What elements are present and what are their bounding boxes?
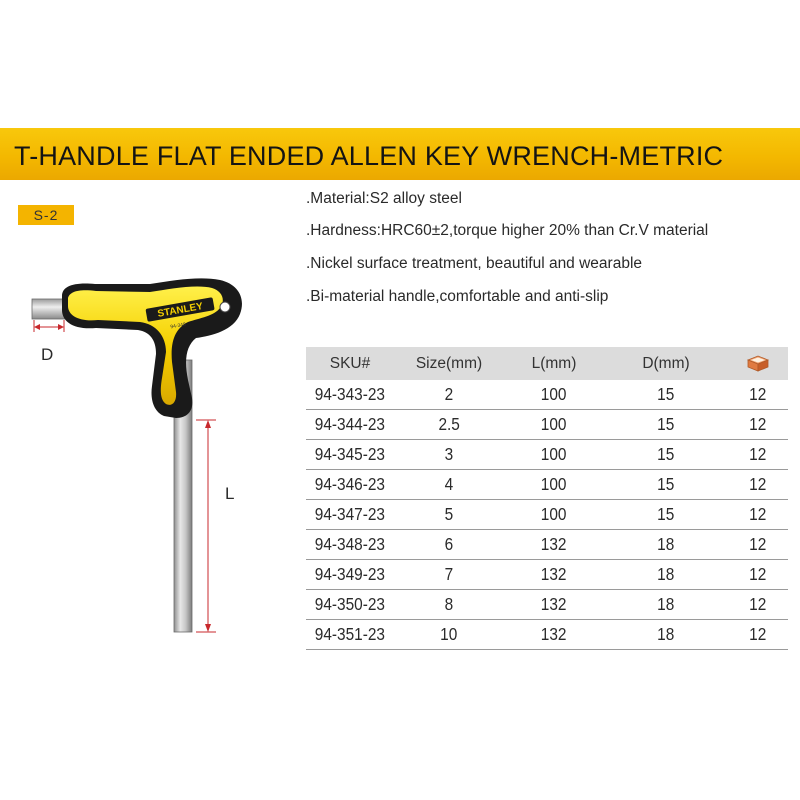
cell-qty-text: 12 bbox=[749, 624, 767, 644]
cell-l-text: 100 bbox=[541, 384, 567, 404]
page-title: T-HANDLE FLAT ENDED ALLEN KEY WRENCH-METRIC bbox=[14, 141, 724, 171]
header-sku: SKU# bbox=[306, 347, 394, 380]
cell-sku-text: 94-345-23 bbox=[314, 444, 386, 464]
table-row bbox=[306, 620, 788, 650]
cell-l-text: 132 bbox=[541, 624, 567, 644]
cell-size bbox=[394, 530, 504, 560]
cell-d bbox=[604, 470, 728, 500]
l-arrow-bottom bbox=[205, 624, 211, 632]
cell-sku bbox=[306, 500, 394, 530]
cell-d bbox=[604, 410, 728, 440]
cell-l-text: 100 bbox=[541, 474, 567, 494]
cell-l-text: 100 bbox=[541, 444, 567, 464]
feature-surface: .Nickel surface treatment, beautiful and wearable bbox=[306, 255, 643, 272]
short-tip bbox=[32, 299, 66, 319]
table-row bbox=[306, 590, 788, 620]
d-arrow-right bbox=[58, 324, 64, 330]
model-mark: 94-348 bbox=[169, 321, 187, 331]
cell-l bbox=[504, 470, 604, 500]
cell-sku-text: 94-348-23 bbox=[314, 534, 386, 554]
table-row bbox=[306, 500, 788, 530]
cell-qty bbox=[728, 560, 788, 590]
cell-d-text: 18 bbox=[657, 624, 675, 644]
cell-l-text: 100 bbox=[541, 504, 567, 524]
cell-d-text: 15 bbox=[657, 474, 675, 494]
cell-size bbox=[394, 560, 504, 590]
cell-size-text: 4 bbox=[444, 474, 454, 494]
feature-hardness: .Hardness:HRC60±2,torque higher 20% than Cr.V material bbox=[306, 222, 709, 239]
allen-key-illustration bbox=[0, 0, 300, 660]
cell-l bbox=[504, 590, 604, 620]
cell-size bbox=[394, 440, 504, 470]
cell-qty-text: 12 bbox=[749, 594, 767, 614]
cell-d-text: 15 bbox=[657, 444, 675, 464]
cell-sku-text: 94-344-23 bbox=[314, 414, 386, 434]
header-l: L(mm) bbox=[504, 347, 604, 380]
spec-badge: S-2 bbox=[18, 205, 74, 225]
table-row bbox=[306, 560, 788, 590]
cell-d-text: 18 bbox=[657, 594, 675, 614]
dimension-l-label: L bbox=[225, 484, 235, 503]
cell-sku-text: 94-349-23 bbox=[314, 564, 386, 584]
cell-size-text: 2 bbox=[444, 384, 454, 404]
cell-qty-text: 12 bbox=[749, 504, 767, 524]
cell-d-text: 15 bbox=[657, 414, 675, 434]
cell-qty-text: 12 bbox=[749, 564, 767, 584]
cell-size bbox=[394, 590, 504, 620]
cell-size-text: 3 bbox=[444, 444, 454, 464]
l-arrow-top bbox=[205, 420, 211, 428]
cell-d-text: 18 bbox=[657, 564, 675, 584]
cell-sku bbox=[306, 530, 394, 560]
cell-l bbox=[504, 620, 604, 650]
cell-l-text: 132 bbox=[541, 564, 567, 584]
cell-qty bbox=[728, 410, 788, 440]
cell-size-text: 10 bbox=[440, 624, 458, 644]
table-header-row bbox=[306, 347, 788, 380]
cell-qty bbox=[728, 470, 788, 500]
cell-d bbox=[604, 530, 728, 560]
cell-d bbox=[604, 590, 728, 620]
cell-qty bbox=[728, 440, 788, 470]
cell-l bbox=[504, 380, 604, 410]
cell-sku bbox=[306, 440, 394, 470]
cell-sku bbox=[306, 590, 394, 620]
cell-qty-text: 12 bbox=[749, 444, 767, 464]
cell-d bbox=[604, 380, 728, 410]
cell-sku bbox=[306, 470, 394, 500]
dimension-d-label: D bbox=[41, 345, 54, 364]
header-qty bbox=[728, 347, 788, 380]
cell-qty bbox=[728, 380, 788, 410]
table-row bbox=[306, 530, 788, 560]
cell-l bbox=[504, 560, 604, 590]
cell-d bbox=[604, 620, 728, 650]
cell-qty-text: 12 bbox=[749, 414, 767, 434]
cell-qty-text: 12 bbox=[749, 384, 767, 404]
hanging-hole bbox=[220, 302, 230, 312]
cell-l-text: 132 bbox=[541, 534, 567, 554]
d-arrow-left bbox=[34, 324, 40, 330]
spec-table bbox=[306, 347, 788, 650]
cell-sku bbox=[306, 380, 394, 410]
cell-l bbox=[504, 530, 604, 560]
cell-l-text: 100 bbox=[541, 414, 567, 434]
brand-text: STANLEY bbox=[156, 301, 204, 320]
cell-sku-text: 94-347-23 bbox=[314, 504, 386, 524]
cell-sku-text: 94-346-23 bbox=[314, 474, 386, 494]
table-row bbox=[306, 380, 788, 410]
cell-size-text: 8 bbox=[444, 594, 454, 614]
cell-qty-text: 12 bbox=[749, 534, 767, 554]
cell-l-text: 132 bbox=[541, 594, 567, 614]
cell-l bbox=[504, 440, 604, 470]
cell-size bbox=[394, 410, 504, 440]
cell-size-text: 6 bbox=[444, 534, 454, 554]
table-row bbox=[306, 410, 788, 440]
cell-size bbox=[394, 620, 504, 650]
cell-l bbox=[504, 410, 604, 440]
cell-sku bbox=[306, 410, 394, 440]
cell-qty bbox=[728, 590, 788, 620]
cell-sku-text: 94-343-23 bbox=[314, 384, 386, 404]
cell-size-text: 5 bbox=[444, 504, 454, 524]
cell-qty-text: 12 bbox=[749, 474, 767, 494]
cell-d bbox=[604, 560, 728, 590]
table-row bbox=[306, 440, 788, 470]
header-size: Size(mm) bbox=[394, 347, 504, 380]
cell-sku bbox=[306, 620, 394, 650]
header-d: D(mm) bbox=[604, 347, 728, 380]
cell-d-text: 15 bbox=[657, 384, 675, 404]
feature-material: .Material:S2 alloy steel bbox=[306, 190, 462, 207]
cell-size-text: 7 bbox=[444, 564, 454, 584]
cell-qty bbox=[728, 500, 788, 530]
cell-qty bbox=[728, 620, 788, 650]
cell-sku-text: 94-351-23 bbox=[314, 624, 386, 644]
cell-qty bbox=[728, 530, 788, 560]
cell-d-text: 18 bbox=[657, 534, 675, 554]
cell-size bbox=[394, 380, 504, 410]
cell-size-text: 2.5 bbox=[438, 414, 460, 434]
cell-d-text: 15 bbox=[657, 504, 675, 524]
cell-d bbox=[604, 440, 728, 470]
cell-d bbox=[604, 500, 728, 530]
cell-sku-text: 94-350-23 bbox=[314, 594, 386, 614]
cell-size bbox=[394, 470, 504, 500]
feature-handle: .Bi-material handle,comfortable and anti-slip bbox=[306, 288, 609, 305]
cell-l bbox=[504, 500, 604, 530]
carton-box-icon bbox=[747, 354, 769, 372]
table-row bbox=[306, 470, 788, 500]
cell-sku bbox=[306, 560, 394, 590]
cell-size bbox=[394, 500, 504, 530]
